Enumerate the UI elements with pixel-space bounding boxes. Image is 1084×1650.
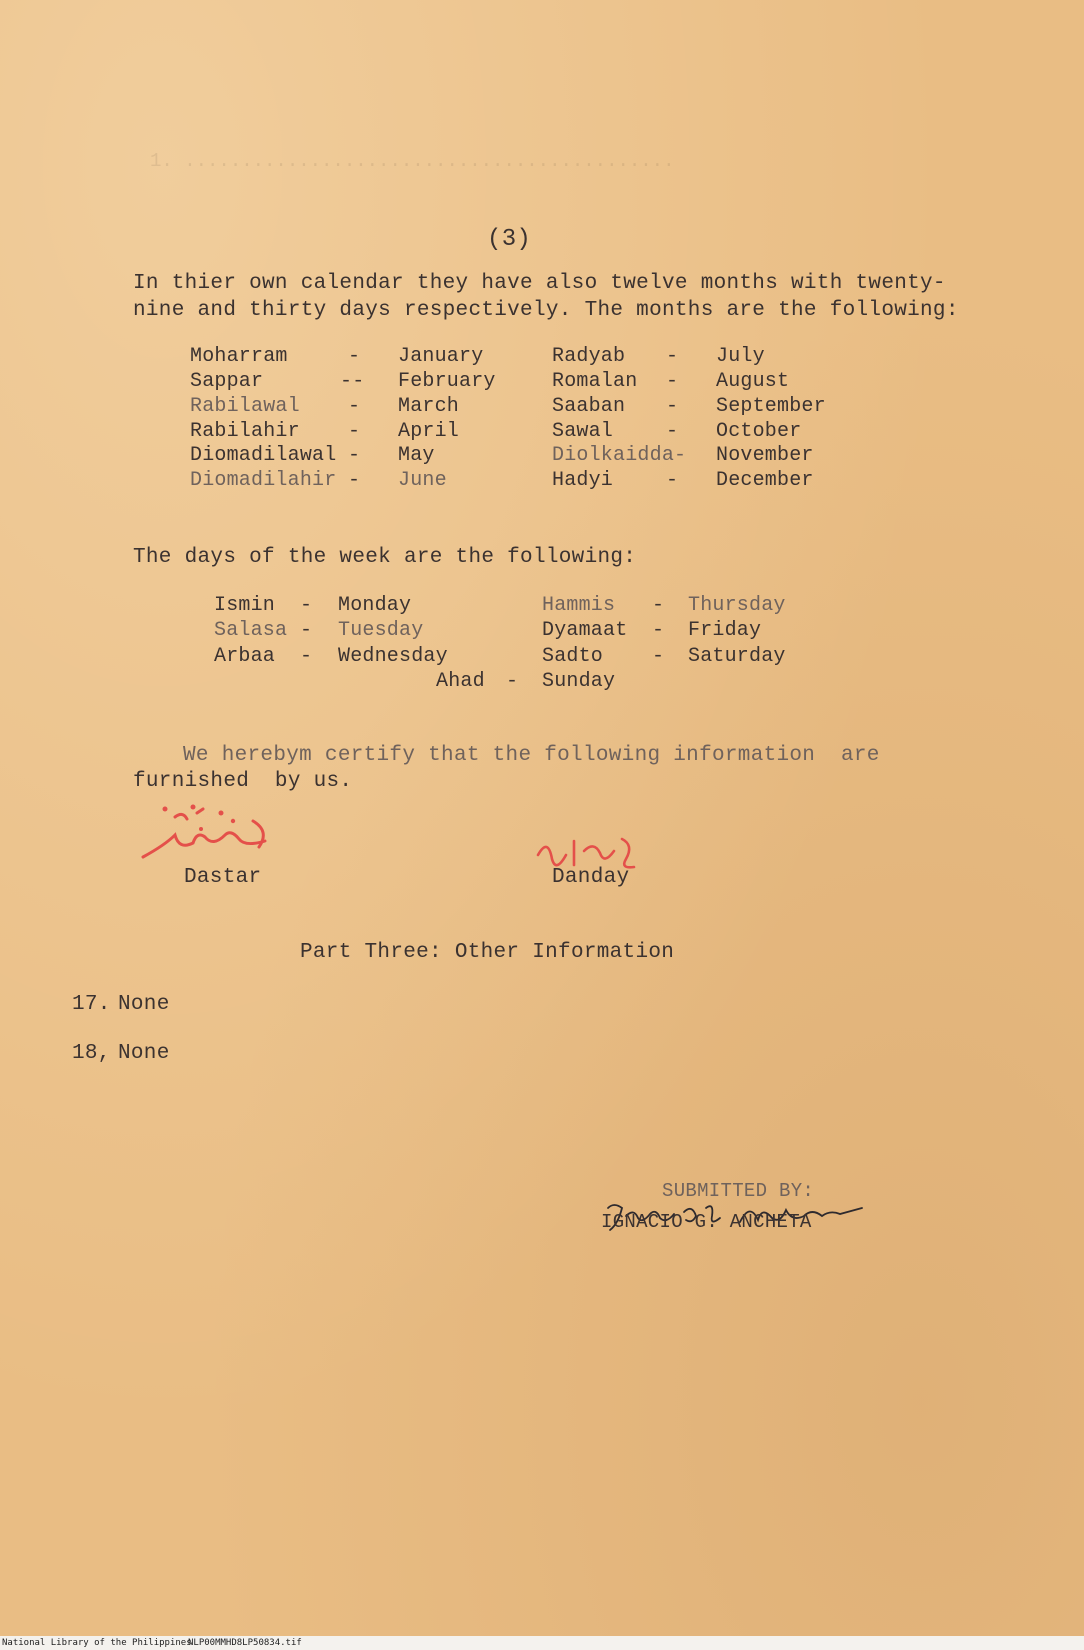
month-local: Radyab bbox=[552, 345, 626, 368]
day-english: Monday bbox=[338, 594, 412, 617]
month-dash: - bbox=[348, 420, 361, 443]
day-dash: - bbox=[652, 619, 665, 642]
month-dash: - bbox=[348, 345, 361, 368]
day-english: Friday bbox=[688, 619, 762, 642]
month-local: Rabilawal bbox=[190, 395, 300, 418]
day-dash: - bbox=[300, 594, 313, 617]
month-english: October bbox=[716, 420, 802, 443]
day-english: Saturday bbox=[688, 645, 786, 668]
submitted-label: SUBMITTED BY: bbox=[662, 1180, 815, 1202]
month-english: November bbox=[716, 444, 814, 467]
certify-line-1: We herebym certify that the following information are bbox=[183, 744, 880, 767]
month-english: January bbox=[398, 345, 484, 368]
day-dash: - bbox=[300, 645, 313, 668]
month-local: Diomadilawal bbox=[190, 444, 337, 467]
month-dash: - bbox=[666, 345, 679, 368]
month-english: April bbox=[398, 420, 460, 443]
certify-line-2: furnished by us. bbox=[133, 770, 353, 793]
day-english: Tuesday bbox=[338, 619, 424, 642]
day-local: Ismin bbox=[214, 594, 276, 617]
day-local: Sadto bbox=[542, 645, 604, 668]
day-local: Ahad bbox=[436, 670, 485, 693]
signer-left-name: Dastar bbox=[184, 866, 262, 889]
day-dash: - bbox=[652, 645, 665, 668]
month-english: July bbox=[716, 345, 765, 368]
intro-line-1: In thier own calendar they have also twelve months with twenty- bbox=[133, 272, 946, 295]
month-local: Moharram bbox=[190, 345, 288, 368]
submitter-name: IGNACIO G. ANCHETA bbox=[601, 1211, 812, 1233]
month-local: Sawal bbox=[552, 420, 614, 443]
red-signature-dastar bbox=[135, 795, 295, 875]
intro-paragraph bbox=[133, 270, 973, 324]
month-local: Diomadilahir bbox=[190, 469, 337, 492]
page-number: (3) bbox=[487, 226, 532, 253]
month-dash: - bbox=[666, 395, 679, 418]
item-number: 17. bbox=[72, 993, 111, 1016]
intro-line-2: nine and thirty days respectively. The months are the following: bbox=[133, 299, 959, 322]
bleed-through-texture: 1. ........................................... bbox=[150, 150, 675, 172]
footer-filename: NLP00MMHD8LP50834.tif bbox=[188, 1638, 302, 1648]
day-english: Wednesday bbox=[338, 645, 448, 668]
month-dash: - bbox=[348, 444, 361, 467]
month-english: December bbox=[716, 469, 814, 492]
month-local: Sappar bbox=[190, 370, 264, 393]
month-dash: -- bbox=[340, 370, 365, 393]
item-number: 18, bbox=[72, 1042, 111, 1065]
month-local: Romalan bbox=[552, 370, 638, 393]
footer-library: National Library of the Philippines bbox=[2, 1638, 192, 1648]
day-local: Salasa bbox=[214, 619, 288, 642]
signer-right-name: Danday bbox=[552, 866, 630, 889]
day-english: Sunday bbox=[542, 670, 616, 693]
month-dash: - bbox=[666, 420, 679, 443]
day-dash: - bbox=[300, 619, 313, 642]
month-english: June bbox=[398, 469, 447, 492]
month-english: February bbox=[398, 370, 496, 393]
day-english: Thursday bbox=[688, 594, 786, 617]
month-dash: - bbox=[348, 469, 361, 492]
month-local: Hadyi bbox=[552, 469, 614, 492]
month-dash: - bbox=[666, 370, 679, 393]
month-english: May bbox=[398, 444, 435, 467]
days-heading: The days of the week are the following: bbox=[133, 546, 637, 569]
month-local: Saaban bbox=[552, 395, 626, 418]
month-local: Rabilahir bbox=[190, 420, 300, 443]
month-english: March bbox=[398, 395, 460, 418]
month-english: August bbox=[716, 370, 790, 393]
month-english: September bbox=[716, 395, 826, 418]
day-dash: - bbox=[652, 594, 665, 617]
item-text: None bbox=[118, 993, 170, 1016]
day-local: Arbaa bbox=[214, 645, 276, 668]
month-dash: - bbox=[348, 395, 361, 418]
day-local: Dyamaat bbox=[542, 619, 628, 642]
part-three-title: Part Three: Other Information bbox=[300, 941, 675, 964]
item-text: None bbox=[118, 1042, 170, 1065]
day-local: Hammis bbox=[542, 594, 616, 617]
month-dash: - bbox=[666, 469, 679, 492]
day-dash: - bbox=[506, 670, 519, 693]
month-local: Diolkaidda- bbox=[552, 444, 687, 467]
scan-footer bbox=[0, 1636, 1084, 1650]
